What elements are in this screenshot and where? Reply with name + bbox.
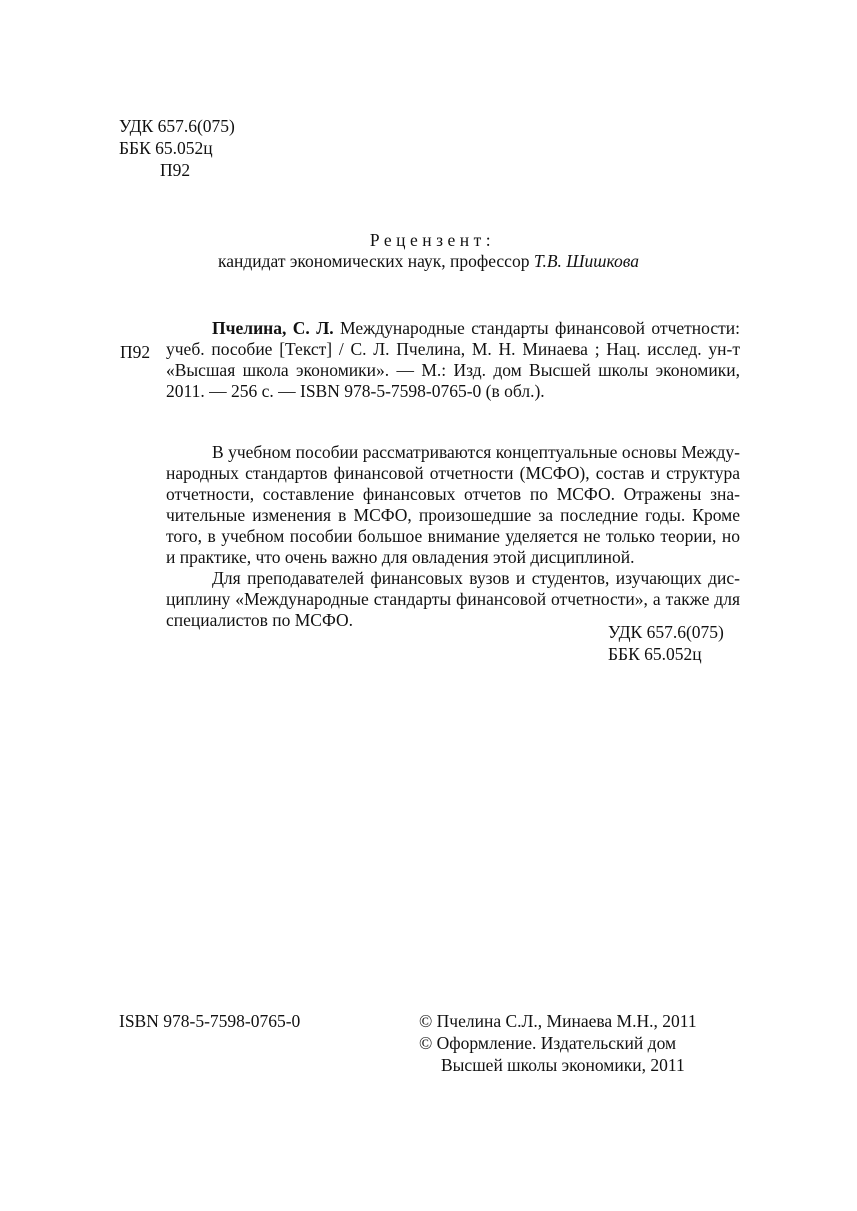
annotation-line: В учебном пособии рассматриваются концептуальные основы Между- xyxy=(212,442,740,462)
bib-record-line: «Высшая школа экономики». — М.: Изд. дом Высшей школы экономики, xyxy=(166,360,740,380)
bib-title: Международные стандарты финансовой отчетности: xyxy=(340,318,740,338)
bib-record-line xyxy=(166,318,740,339)
udk-code-bottom: УДК 657.6(075) xyxy=(608,622,724,642)
audience-line: специалистов по МСФО. xyxy=(166,610,353,630)
audience-line: циплину «Международные стандарты финансовой отчетности», а также для xyxy=(166,589,740,609)
copyright-line: © Пчелина С.Л., Минаева М.Н., 2011 xyxy=(419,1011,697,1031)
cutter-mark-top: П92 xyxy=(160,160,191,180)
annotation-line: и практике, что очень важно для овладения этой дисциплиной. xyxy=(166,547,635,567)
bib-author: Пчелина, С. Л. xyxy=(212,318,334,338)
bbk-code-top: ББК 65.052ц xyxy=(119,138,213,158)
bib-record-line: учеб. пособие [Текст] / С. Л. Пчелина, М. Н. Минаева ; Нац. исслед. ун-т xyxy=(166,339,740,359)
annotation-line: народных стандартов финансовой отчетности (МСФО), состав и структура xyxy=(166,463,740,483)
annotation-line: отчетности, составление финансовых отчетов по МСФО. Отражены зна- xyxy=(166,484,740,504)
reviewer-name: Т.В. Шишкова xyxy=(533,251,639,271)
reviewer-description: кандидат экономических наук, профессор xyxy=(218,251,530,271)
annotation-line: того, в учебном пособии большое внимание уделяется не только теории, но xyxy=(166,526,740,546)
bib-record-line: 2011. — 256 с. — ISBN 978-5-7598-0765-0 (в обл.). xyxy=(166,381,545,401)
copyright-line: © Оформление. Издательский дом xyxy=(419,1033,677,1053)
copyright-line: Высшей школы экономики, 2011 xyxy=(441,1055,685,1075)
udk-code-top: УДК 657.6(075) xyxy=(119,116,235,136)
isbn: ISBN 978-5-7598-0765-0 xyxy=(119,1011,301,1031)
reviewer-heading: Рецензент: xyxy=(369,230,496,250)
reviewer-line xyxy=(0,251,857,272)
audience-line: Для преподавателей финансовых вузов и студентов, изучающих дис- xyxy=(212,568,740,588)
bib-cutter-mark: П92 xyxy=(120,342,151,362)
bbk-code-bottom: ББК 65.052ц xyxy=(608,644,702,664)
annotation-line: чительные изменения в МСФО, произошедшие за последние годы. Кроме xyxy=(166,505,740,525)
